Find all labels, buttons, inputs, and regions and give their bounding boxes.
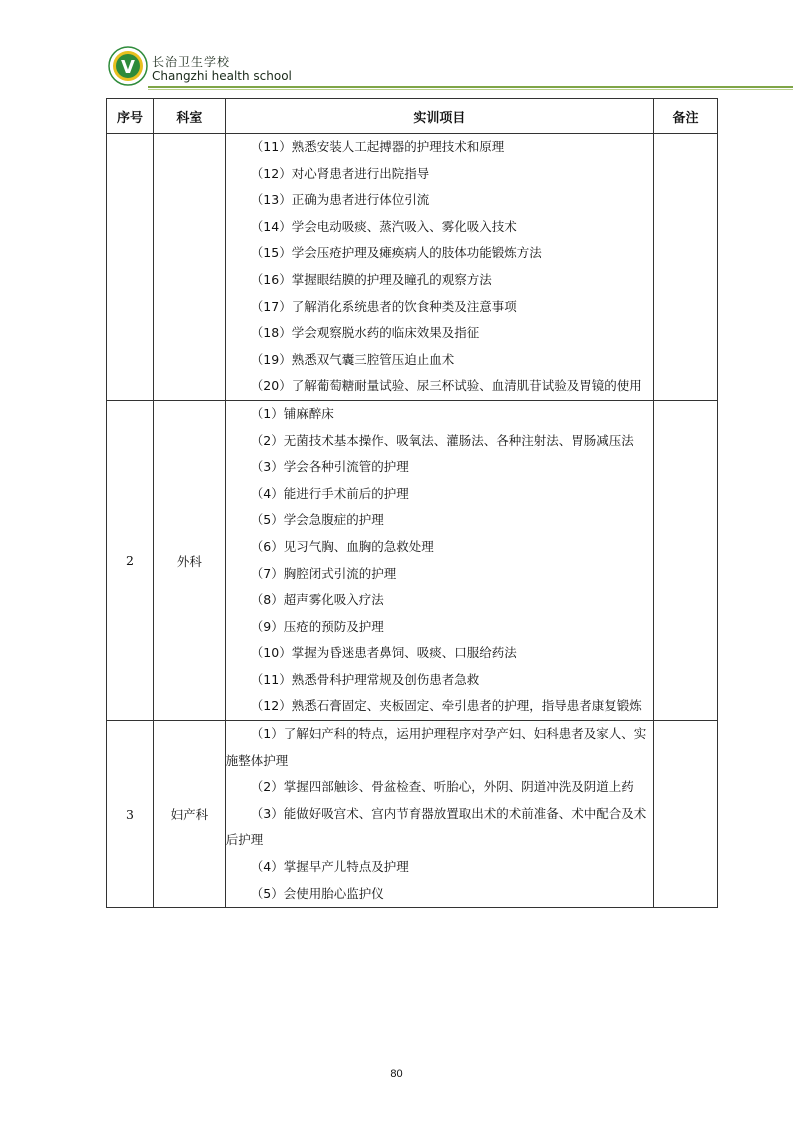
training-item: （12）对心肾患者进行出院指导	[250, 165, 430, 181]
page-number: 80	[390, 1068, 403, 1080]
training-item: （16）掌握眼结膜的护理及瞳孔的观察方法	[250, 271, 492, 287]
training-item: （6）见习气胸、血胸的急救处理	[250, 538, 434, 554]
training-item: （9）压疮的预防及护理	[250, 618, 384, 634]
table-header-row	[107, 99, 718, 134]
training-item: （20）了解葡萄糖耐量试验、尿三杯试验、血清肌苷试验及胃镜的使用	[250, 378, 642, 394]
header-divider-thin	[148, 89, 793, 90]
school-logo-icon	[108, 46, 148, 86]
header-num: 序号	[107, 99, 154, 134]
row-number: 3	[107, 721, 154, 908]
training-item: （14）学会电动吸痰、蒸汽吸入、雾化吸入技术	[250, 218, 517, 234]
training-item: （11）熟悉骨科护理常规及创伤患者急救	[250, 671, 480, 687]
table-body	[107, 134, 718, 908]
training-item: （7）胸腔闭式引流的护理	[250, 565, 397, 581]
row-department	[153, 134, 225, 401]
training-item: （5）会使用胎心监护仪	[250, 885, 384, 901]
header-dept: 科室	[153, 99, 225, 134]
row-number	[107, 134, 154, 401]
header-note: 备注	[654, 99, 718, 134]
training-item: （10）掌握为昏迷患者鼻饲、吸痰、口服给药法	[250, 645, 517, 661]
table-row	[107, 134, 718, 401]
page-header	[108, 46, 686, 90]
training-item: （19）熟悉双气囊三腔管压迫止血术	[250, 351, 455, 367]
training-item: （8）超声雾化吸入疗法	[250, 592, 384, 608]
row-department: 妇产科	[153, 721, 225, 908]
training-item: （3）能做好吸宫术、宫内节育器放置取出术的术前准备、术中配合及术后护理	[225, 805, 647, 848]
training-item: （5）学会急腹症的护理	[250, 512, 384, 528]
school-name-en: Changzhi health school	[152, 69, 292, 83]
training-item: （11）熟悉安装人工起搏器的护理技术和原理	[250, 139, 505, 154]
row-training-items	[225, 721, 653, 908]
header-items: 实训项目	[225, 99, 653, 134]
row-note	[654, 400, 718, 720]
school-name-cn: 长治卫生学校	[152, 55, 231, 69]
training-item: （2）掌握四部触诊、骨盆检查、听胎心，外阴、阴道冲洗及阴道上药	[250, 779, 634, 795]
training-item: （4）掌握早产儿特点及护理	[250, 859, 409, 875]
training-item: （18）学会观察脱水药的临床效果及指征	[250, 325, 480, 341]
training-item: （1）铺麻醉床	[250, 405, 334, 421]
row-note	[654, 721, 718, 908]
header-divider	[148, 86, 793, 88]
training-item: （15）学会压疮护理及瘫痪病人的肢体功能锻炼方法	[250, 245, 542, 261]
table-row	[107, 721, 718, 908]
table-row	[107, 400, 718, 720]
row-training-items	[225, 134, 653, 401]
logo-letter: V	[121, 57, 135, 78]
row-department: 外科	[153, 400, 225, 720]
training-table	[106, 98, 718, 908]
training-item: （1）了解妇产科的特点，运用护理程序对孕产妇、妇科患者及家人、实施整体护理	[225, 726, 647, 768]
row-number: 2	[107, 400, 154, 720]
training-item: （2）无菌技术基本操作、吸氧法、灌肠法、各种注射法、胃肠减压法	[250, 432, 634, 448]
training-item: （4）能进行手术前后的护理	[250, 485, 409, 501]
row-training-items	[225, 400, 653, 720]
training-item: （12）熟悉石膏固定、夹板固定、牵引患者的护理，指导患者康复锻炼	[250, 698, 642, 714]
training-item: （17）了解消化系统患者的饮食种类及注意事项	[250, 298, 517, 314]
training-item: （13）正确为患者进行体位引流	[250, 192, 430, 208]
training-item: （3）学会各种引流管的护理	[250, 459, 409, 475]
row-note	[654, 134, 718, 401]
